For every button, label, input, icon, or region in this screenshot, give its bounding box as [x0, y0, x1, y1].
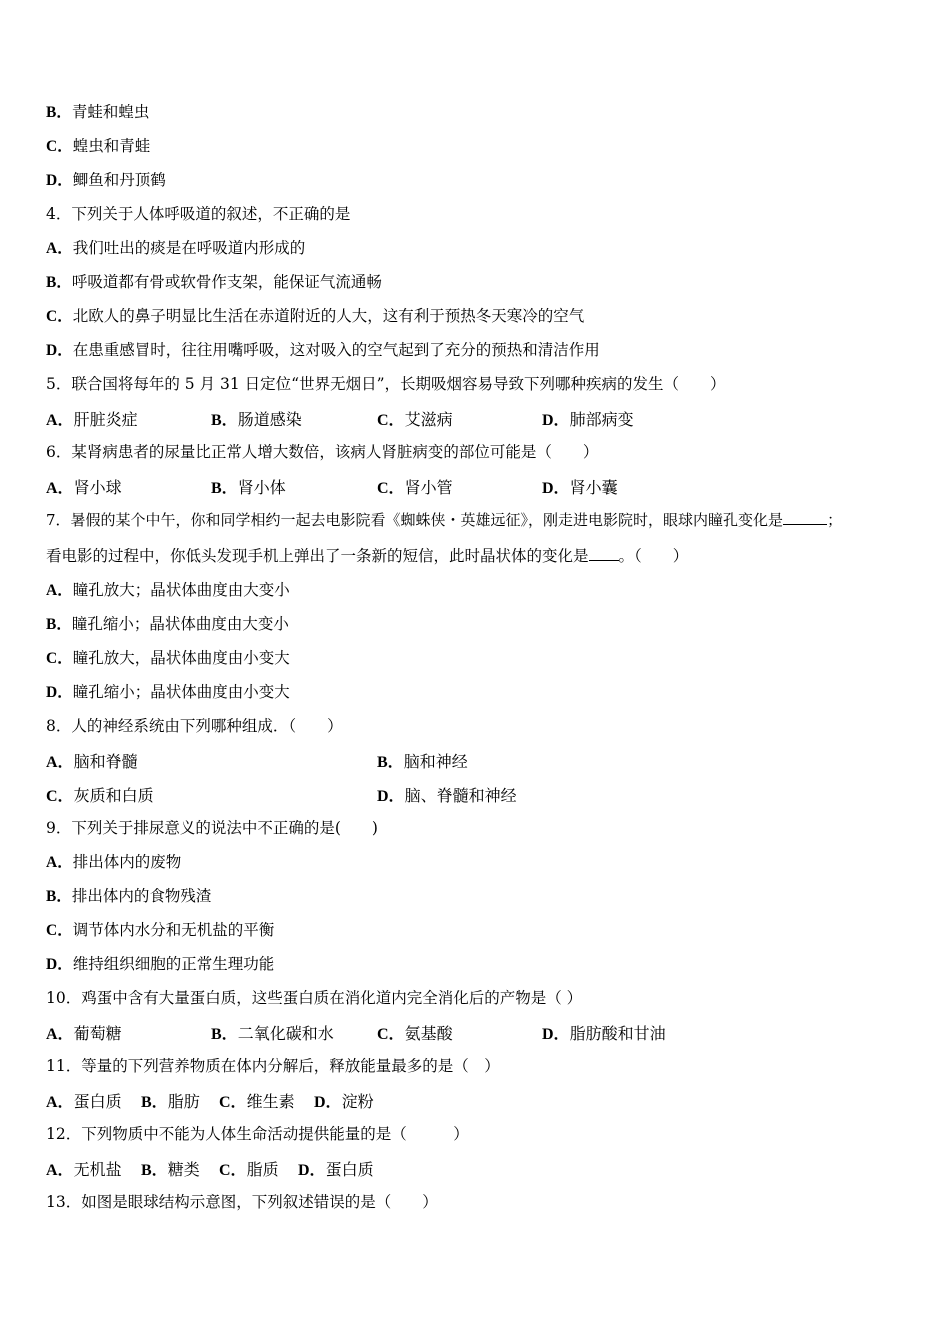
- q12-option-a: A．无机盐: [46, 1160, 122, 1179]
- q10-option-d: D．脂肪酸和甘油: [542, 1024, 666, 1043]
- q7-blank-2: [589, 546, 619, 561]
- q6-option-a: A．肾小球: [46, 478, 122, 497]
- q11-option-c: C．维生素: [219, 1092, 295, 1111]
- q9-option-a: A．排出体内的废物: [46, 853, 182, 871]
- q12-option-b: B．糖类: [141, 1160, 200, 1179]
- q5-option-b: B．肠道感染: [211, 410, 302, 429]
- q12-option-c: C．脂质: [219, 1160, 279, 1179]
- q9-stem: 9．下列关于排尿意义的说法中不正确的是( ): [46, 819, 378, 837]
- q5-stem: 5．联合国将每年的 5 月 31 日定位“世界无烟日”，长期吸烟容易导致下列哪种疾病的发生（ ）: [46, 375, 726, 393]
- q8-option-a: A．脑和脊髓: [46, 752, 138, 771]
- q7-stem-line1: 7．暑假的某个中午，你和同学相约一起去电影院看《蜘蛛侠・英雄远征》，刚走进电影院时，眼球内瞳孔变化是 ；: [46, 511, 843, 529]
- q7-blank-1: [783, 510, 827, 525]
- q5-options: [46, 407, 906, 429]
- q5-option-d: D．肺部病变: [542, 410, 634, 429]
- q10-option-a: A．葡萄糖: [46, 1024, 122, 1043]
- q7-option-d: D．瞳孔缩小；晶状体曲度由小变大: [46, 683, 290, 701]
- q5-option-a: A．肝脏炎症: [46, 410, 138, 429]
- q3-option-c: C．蝗虫和青蛙: [46, 137, 151, 155]
- q11-option-a: A．蛋白质: [46, 1092, 122, 1111]
- q10-option-c: C．氨基酸: [377, 1024, 453, 1043]
- q4-option-a: A．我们吐出的痰是在呼吸道内形成的: [46, 239, 306, 257]
- q8-stem: 8．人的神经系统由下列哪种组成．（ ）: [46, 717, 343, 735]
- q10-options: [46, 1021, 906, 1043]
- q6-stem: 6．某肾病患者的尿量比正常人增大数倍，该病人肾脏病变的部位可能是（ ）: [46, 443, 599, 461]
- q8-option-b: B．脑和神经: [377, 752, 468, 771]
- q8-options-row1: [46, 749, 906, 771]
- q12-stem: 12．下列物质中不能为人体生命活动提供能量的是（ ）: [46, 1125, 469, 1143]
- q6-option-d: D．肾小囊: [542, 478, 618, 497]
- q11-option-d: D．淀粉: [314, 1092, 374, 1111]
- q7-option-b: B．瞳孔缩小；晶状体曲度由大变小: [46, 615, 289, 633]
- q10-option-b: B．二氧化碳和水: [211, 1024, 334, 1043]
- q9-option-c: C．调节体内水分和无机盐的平衡: [46, 921, 275, 939]
- q4-stem: 4．下列关于人体呼吸道的叙述，不正确的是: [46, 205, 351, 223]
- q12-option-d: D．蛋白质: [298, 1160, 374, 1179]
- q4-option-c: C．北欧人的鼻子明显比生活在赤道附近的人大，这有利于预热冬天寒冷的空气: [46, 307, 585, 325]
- q11-options: [46, 1089, 906, 1111]
- q11-option-b: B．脂肪: [141, 1092, 200, 1111]
- q4-option-b: B．呼吸道都有骨或软骨作支架，能保证气流通畅: [46, 273, 382, 291]
- q6-options: [46, 475, 906, 497]
- q12-options: [46, 1157, 906, 1179]
- q8-option-d: D．脑、脊髓和神经: [377, 786, 517, 805]
- q8-option-c: C．灰质和白质: [46, 786, 154, 805]
- q9-option-d: D．维持组织细胞的正常生理功能: [46, 955, 275, 973]
- q6-option-c: C．肾小管: [377, 478, 453, 497]
- q5-option-c: C．艾滋病: [377, 410, 453, 429]
- q10-stem: 10．鸡蛋中含有大量蛋白质，这些蛋白质在消化道内完全消化后的产物是（ ）: [46, 989, 583, 1007]
- q8-options-row2: [46, 783, 906, 805]
- q6-option-b: B．肾小体: [211, 478, 286, 497]
- q7-option-c: C．瞳孔放大，晶状体曲度由小变大: [46, 649, 290, 667]
- q7-option-a: A．瞳孔放大；晶状体曲度由大变小: [46, 581, 290, 599]
- q4-option-d: D．在患重感冒时，往往用嘴呼吸，这对吸入的空气起到了充分的预热和清洁作用: [46, 341, 600, 359]
- q7-stem-line2: 看电影的过程中，你低头发现手机上弹出了一条新的短信，此时晶状体的变化是 。（ ）: [46, 547, 689, 565]
- q11-stem: 11．等量的下列营养物质在体内分解后，释放能量最多的是（ ）: [46, 1057, 500, 1075]
- q3-option-d: D．鲫鱼和丹顶鹤: [46, 171, 166, 189]
- q13-stem: 13．如图是眼球结构示意图，下列叙述错误的是（ ）: [46, 1193, 438, 1211]
- q9-option-b: B．排出体内的食物残渣: [46, 887, 212, 905]
- q3-option-b: B．青蛙和蝗虫: [46, 103, 150, 121]
